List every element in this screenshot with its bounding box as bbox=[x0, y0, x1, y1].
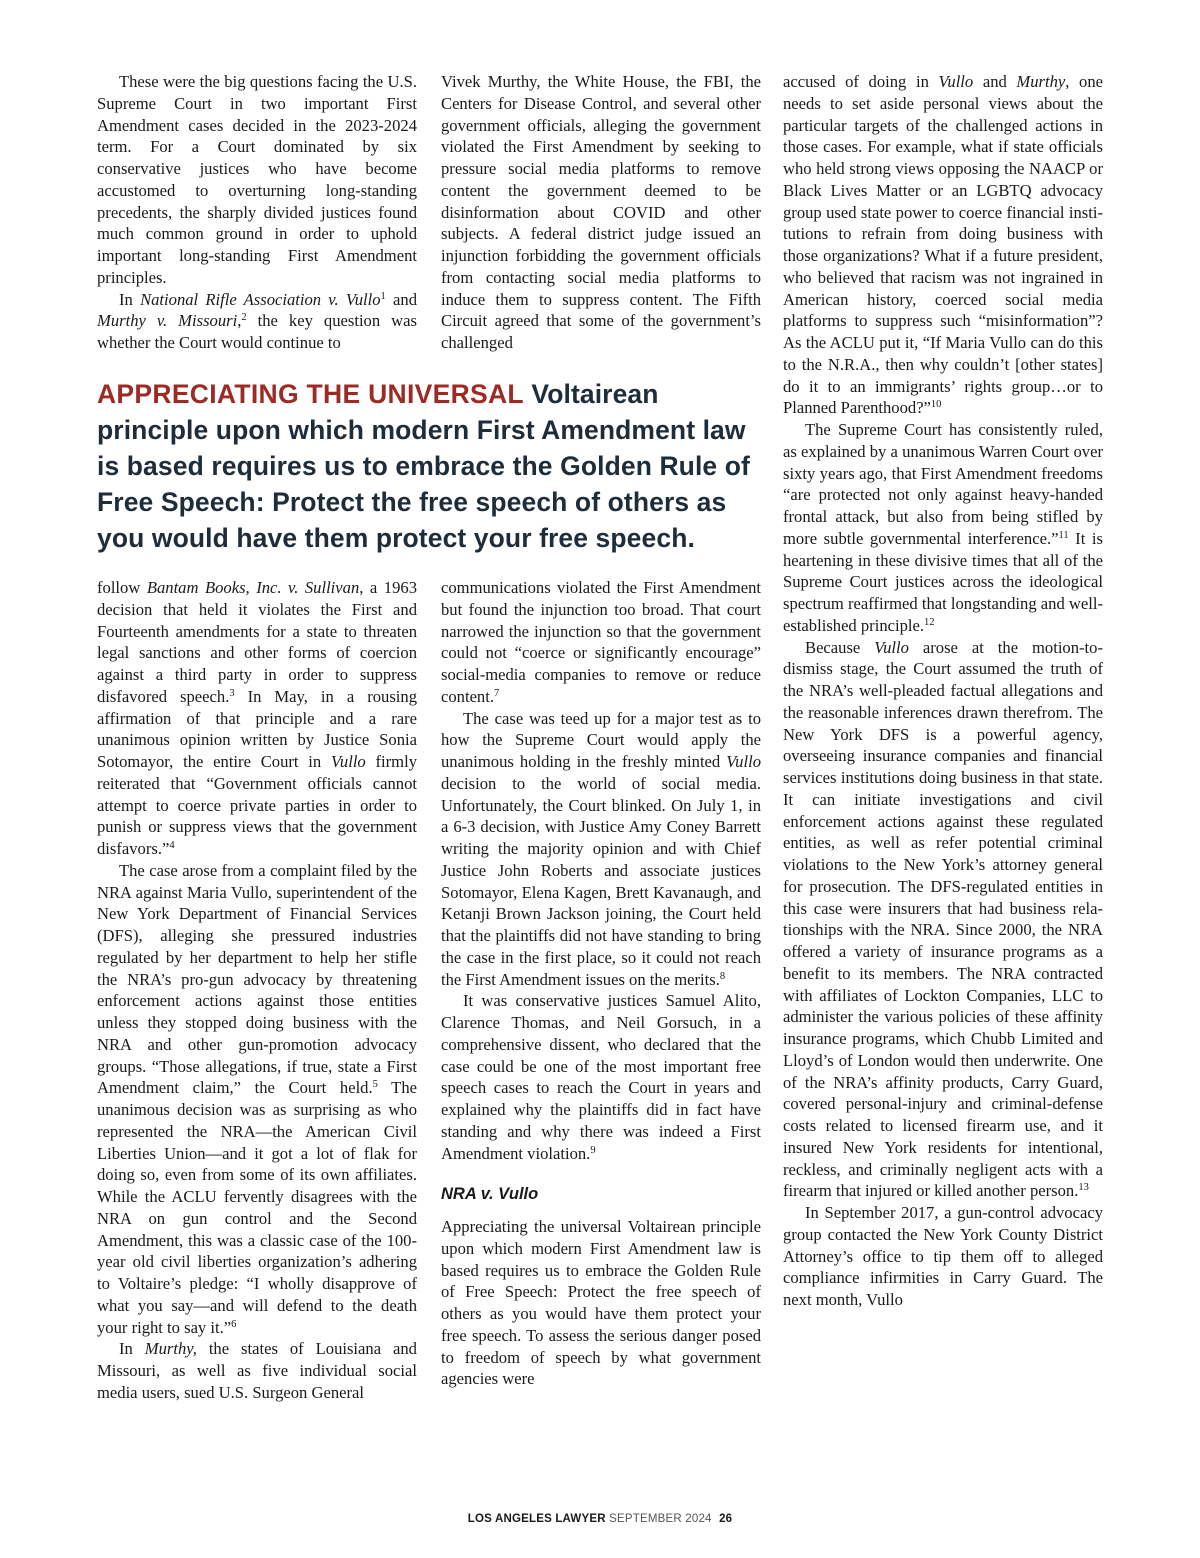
section-subhead: NRA v. Vullo bbox=[441, 1185, 539, 1204]
footnote-ref[interactable]: 6 bbox=[231, 1318, 237, 1330]
pull-quote-text: Voltairean principle upon which modern First Amendment law is based requires us to embrace the Golden Rule of Free Speech: Protect the free speech of others as you would have them protect your free speech. bbox=[97, 379, 750, 553]
paragraph bbox=[441, 577, 761, 708]
case-name: Vullo bbox=[726, 752, 761, 771]
footnote-ref[interactable]: 5 bbox=[372, 1079, 378, 1091]
text: the key question was whether the Court would continue to bbox=[97, 311, 417, 352]
footnote-ref[interactable]: 12 bbox=[924, 616, 935, 628]
paragraph bbox=[97, 860, 417, 1339]
paragraph bbox=[783, 71, 1103, 419]
case-name: Murthy, bbox=[144, 1339, 197, 1359]
column-2-bottom bbox=[441, 577, 761, 1390]
text: The Supreme Court has consistently ruled, as explained by a unanimous Warren Court over sixty years ago, that First Amendment freedoms “are protected not only against heavy-handed frontal attack, but also from being stifled by more subtle governmental interference.” bbox=[783, 420, 1103, 548]
paragraph bbox=[97, 1338, 417, 1403]
paragraph: Appreciating the universal Voltairean principle upon which modern First Amendment law is based requires us to embrace the Golden Rule of Free Speech: Protect the free speech of others as you would have them protect your free speech. To assess the serious danger posed to freedom of speech by what government agencies were bbox=[441, 1217, 761, 1389]
text: communications violated the First Amendment but found the injunction too broad. That court narrowed the injunction so that the government could not “coerce or significantly encourage” social-media companies to remove or reduce content. bbox=[441, 578, 761, 706]
text: follow bbox=[97, 578, 147, 597]
text: and bbox=[385, 289, 417, 309]
paragraph: These were the big questions facing the U.S. Supreme Court in two important First Amendment cases decided in the 2023-2024 term. For a Court dominated by six conservative justices who have become accustomed to overturning long-standing precedents, the sharply divided justices found much common ground in order to uphold important long-standing First Amendment principles. bbox=[97, 72, 417, 287]
text: The case arose from a complaint filed by the NRA against Maria Vullo, superintendent of the New York Department of Financial Services (DFS), alleging she pressured industries regulated by her department to help her stifle the NRA’s pro-gun advocacy by threatening enforcement actions against those entities unless they stopped doing business with the NRA and other gun-promotion advocacy groups. “Those allegations, if true, state a First Amendment claim,” the Court held. bbox=[97, 860, 417, 1098]
text: In bbox=[119, 1339, 145, 1359]
column-3 bbox=[783, 71, 1103, 1311]
footnote-ref[interactable]: 11 bbox=[1058, 529, 1069, 541]
paragraph bbox=[441, 708, 761, 991]
case-name: Murthy bbox=[1016, 72, 1066, 91]
text: Because bbox=[805, 637, 875, 657]
text: In bbox=[119, 289, 141, 309]
case-name: Vullo bbox=[331, 752, 366, 771]
footnote-ref[interactable]: 8 bbox=[719, 970, 726, 982]
paragraph: In September 2017, a gun-control advocacy group contacted the New York County District Attorney’s office to tip them off to alleged compliance infirmities in Carry Guard. The next month, Vullo bbox=[783, 1203, 1103, 1309]
footnote-ref[interactable]: 2 bbox=[241, 312, 247, 324]
text: firmly reiterated that “Government officials cannot attempt to coerce private parties in order to punish or suppress views that the government disfavors.” bbox=[97, 752, 417, 858]
text: In May, in a rousing affirmation of that principle and a rare unanimous opinion written by Justice Sonia Sotomayor, the entire Court in bbox=[97, 686, 417, 771]
text: , a 1963 decision that held it violates the First and Fourteenth amendments for a state to threaten legal sanctions and other forms of coercion against a third party in order to suppress disfavored speech. bbox=[97, 578, 417, 706]
footnote-ref[interactable]: 4 bbox=[169, 840, 175, 851]
paragraph bbox=[97, 577, 417, 860]
footnote-ref[interactable]: 9 bbox=[590, 1144, 596, 1156]
case-name: Vullo bbox=[938, 72, 974, 91]
text: , one needs to set aside personal views about the particular targets of the challenged actions in those cases. For example, what if state officials who held strong views opposing the NAACP or Black Lives Matter or an LGBTQ advocacy group used state power to coerce financial institutions to refrain from doing business with those organizations? What if a future president, who believed that racism was not ingrained in American history, coerced social media platforms to suppress such “misinformation”? As the ACLU put it, “If Maria Vullo can do this to the N.R.A., then why couldn’t [other states] do it to an immigrants’ rights group…or to Planned Parenthood?” bbox=[783, 72, 1103, 418]
footnote-ref[interactable]: 7 bbox=[494, 687, 500, 699]
footnote-ref[interactable]: 13 bbox=[1078, 1182, 1089, 1194]
text: the states of Louisiana and Missouri, as well as five individual social media users, sued U.S. Surgeon General bbox=[97, 1339, 417, 1402]
issue-date: SEPTEMBER 2024 bbox=[609, 1513, 712, 1525]
paragraph: Vivek Murthy, the White House, the FBI, the Centers for Disease Control, and several other government officials, alleging the government violated the First Amendment by seeking to pressure social media platforms to remove content the government deemed to be disinformation about COVID and other subjects. A federal district judge issued an injunction forbidding the government officials from contacting social media platforms to induce them to suppress content. The Fifth Circuit agreed that some of the government’s challenged bbox=[441, 72, 761, 352]
footnote-ref[interactable]: 3 bbox=[229, 687, 235, 699]
column-1-top bbox=[97, 71, 417, 354]
column-2-top bbox=[441, 71, 761, 354]
text: arose at the motion-to-dismiss stage, the Court assumed the truth of the NRA’s well-pleaded factual allegations and the reasonable inferences drawn therefrom. The New York DFS is a powerful agency, overseeing insurance companies and financial services institutions doing business in that state. It can initiate investigations and civil enforcement actions against these regulated entities, as well as refer potential criminal violations to the New York’s attorney general for prosecution. The DFS-regulated entities in this case were insurers that had business relationships with the NRA. Since 2000, the NRA offered a variety of insurance programs as a benefit to its members. The NRA contracted with affiliates of Lockton Companies, LLC to administer the various policies of these affinity insurance programs, which Chubb Limited and Lloyd’s of London would then underwrite. One of the NRA’s affinity products, Carry Guard, covered personal-injury and criminal-defense costs related to licensed firearm use, and it insured New York residents for intentional, reckless, and criminally negligent acts with a firearm that injured or killed another person. bbox=[783, 637, 1103, 1201]
case-name: Vullo bbox=[874, 637, 909, 657]
footnote-ref[interactable]: 10 bbox=[930, 399, 942, 411]
paragraph bbox=[97, 289, 417, 354]
pull-quote bbox=[97, 376, 757, 556]
column-1-bottom bbox=[97, 577, 417, 1404]
footnote-ref[interactable]: 1 bbox=[380, 290, 386, 302]
paragraph bbox=[783, 419, 1103, 637]
case-name: Murthy v. Missouri bbox=[97, 311, 238, 331]
pull-quote-lead: APPRECIATING THE UNIVERSAL bbox=[97, 379, 524, 409]
paragraph bbox=[441, 990, 761, 1164]
text: decision to the world of social media. Unfortunately, the Court blinked. On July 1, in a 6-3 decision, with Justice Amy Coney Barrett writing the majority opinion and with Chief Justice John Roberts and associate justices Sotomayor, Elena Kagen, Brett Kavanaugh, and Ketanji Brown Jackson joining, the Court held that the plaintiffs did not have standing to bring the case in the first place, so it could not reach the First Amendment issues on the merits. bbox=[441, 773, 761, 989]
text: The case was teed up for a major test as to how the Supreme Court would apply the unanimous holding in the freshly minted bbox=[441, 708, 761, 771]
case-name: Bantam Books, Inc. v. Sullivan bbox=[146, 578, 360, 597]
text: It was conservative justices Samuel Alito, Clarence Thomas, and Neil Gorsuch, in a comprehensive dissent, who declared that the case could be one of the most important free speech cases to reach the Court in years and explained why the plaintiffs did in fact have standing and why there was indeed a First Amendment violation. bbox=[441, 991, 761, 1163]
text: The unanimous decision was as surprising as who represented the NRA—the American Civil Liberties Union—and it got a lot of flak for doing so, even from some of its own affiliates. While the ACLU fervently disagrees with the NRA on gun control and the Second Amendment, this was a classic case of the 100-year old civil liberties organization’s adhering to Voltaire’s pledge: “I wholly disapprove of what you say—and will defend to the death your right to say it.” bbox=[97, 1078, 417, 1337]
page-footer bbox=[0, 1513, 1200, 1525]
text: accused of doing in bbox=[783, 72, 939, 91]
text: It is heartening in these divisive times that all of the Supreme Court justices across the ideological spectrum reaffirmed that longstanding and well-established principle. bbox=[783, 528, 1103, 635]
publication-name: LOS ANGELES LAWYER bbox=[467, 1513, 606, 1525]
case-name: National Rifle Association v. Vullo bbox=[140, 289, 381, 309]
text: , bbox=[237, 311, 242, 331]
text: and bbox=[973, 72, 1017, 91]
page-number: 26 bbox=[719, 1513, 733, 1525]
paragraph bbox=[783, 637, 1103, 1203]
